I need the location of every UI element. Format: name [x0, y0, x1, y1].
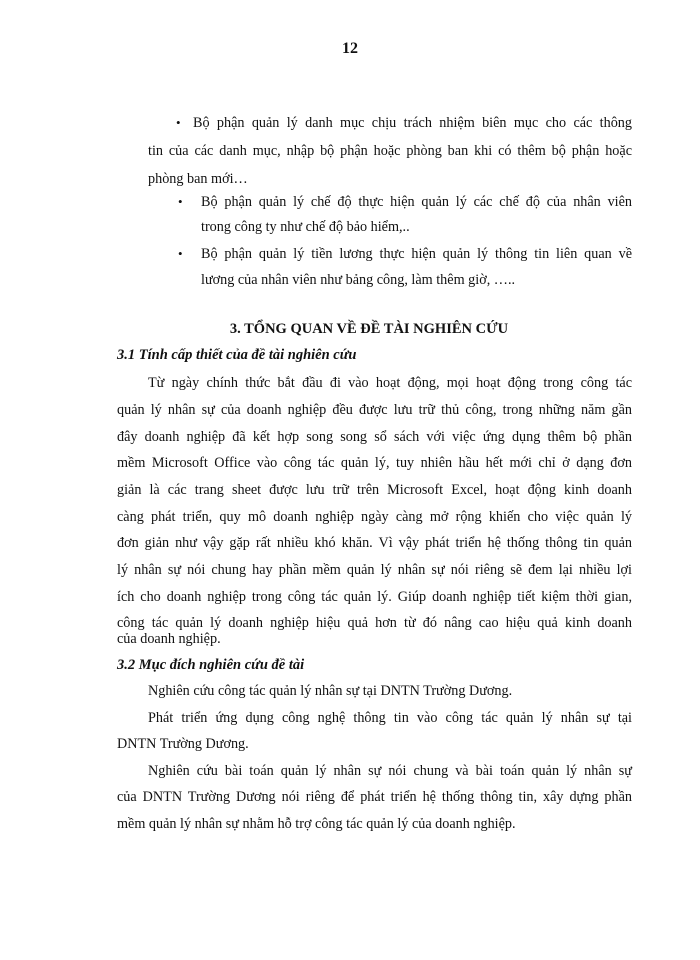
paragraph-line: càng phát triển, quy mô doanh nghiệp ngày càng mở rộng khiến cho việc quản lý	[117, 509, 632, 525]
paragraph-line: mềm quản lý nhân sự nhằm hỗ trợ công tác quản lý của doanh nghiệp.	[117, 816, 516, 832]
bullet-1-line-2: tin của các danh mục, nhập bộ phận hoặc phòng ban khi có thêm bộ phận hoặc	[148, 143, 632, 159]
paragraph-line: Nghiên cứu bài toán quản lý nhân sự nói chung và bài toán quản lý nhân sự	[148, 763, 632, 779]
paragraph-line: ích cho doanh nghiệp trong công tác quản lý. Giúp doanh nghiệp tiết kiệm thời gian,	[117, 589, 632, 605]
paragraph-line: Từ ngày chính thức bắt đầu đi vào hoạt động, mọi hoạt động trong công tác	[148, 375, 632, 391]
paragraph-line: DNTN Trường Dương.	[117, 736, 249, 752]
subsection-heading-3-2: 3.2 Mục đích nghiên cứu đề tài	[117, 657, 305, 673]
bullet-marker: •	[178, 246, 183, 261]
bullet-3-line-2: lương của nhân viên như bảng công, làm thêm giờ, …..	[201, 272, 516, 288]
paragraph-line: đơn giản như vậy gặp rất nhiều khó khăn. Vì vậy phát triển hệ thống thông tin quản	[117, 535, 632, 551]
paragraph-line: giản là các trang sheet được lưu trữ trên Microsoft Excel, hoạt động kinh doanh	[117, 482, 632, 498]
paragraph-line: quản lý nhân sự của doanh nghiệp đều được lưu trữ thủ công, trong những năm gần	[117, 402, 632, 418]
paragraph-line: Phát triển ứng dụng công nghệ thông tin vào công tác quản lý nhân sự tại	[148, 710, 632, 726]
bullet-1-line-3: phòng ban mới…	[148, 171, 248, 187]
bullet-2-line-2: trong công ty như chế độ bảo hiểm,..	[201, 219, 410, 235]
bullet-2-line-1: Bộ phận quản lý chế độ thực hiện quản lý các chế độ của nhân viên	[201, 194, 632, 210]
paragraph-line: mềm Microsoft Office vào công tác quản lý, tuy nhiên hầu hết mới chỉ ở dạng đơn	[117, 455, 632, 471]
paragraph-line: công tác quản lý doanh nghiệp hiệu quả hơn từ đó nâng cao hiệu quả kinh doanh	[117, 615, 632, 631]
subsection-heading-3-1: 3.1 Tính cấp thiết của đề tài nghiên cứu	[117, 347, 357, 363]
bullet-marker: •	[178, 194, 183, 209]
paragraph-line: Nghiên cứu công tác quản lý nhân sự tại DNTN Trường Dương.	[148, 683, 513, 699]
bullet-marker: •	[176, 115, 181, 130]
paragraph-line: đây doanh nghiệp đã kết hợp song song sổ sách với việc ứng dụng thêm bộ phần	[117, 429, 632, 445]
paragraph-line: lý nhân sự nói chung hay phần mềm quản lý nhân sự nói riêng sẽ đem lại nhiều lợi	[117, 562, 632, 578]
bullet-1-line-1: Bộ phận quản lý danh mục chịu trách nhiệm biên mục cho các thông	[193, 115, 632, 131]
page-number: 12	[342, 40, 358, 57]
paragraph-line: của DNTN Trường Dương nói riêng để phát triển hệ thống thông tin, xây dựng phần	[117, 789, 632, 805]
paragraph-line: của doanh nghiệp.	[117, 631, 221, 647]
bullet-3-line-1: Bộ phận quản lý tiền lương thực hiện quản lý thông tin liên quan về	[201, 246, 632, 262]
section-heading: 3. TỔNG QUAN VỀ ĐỀ TÀI NGHIÊN CỨU	[229, 321, 509, 337]
